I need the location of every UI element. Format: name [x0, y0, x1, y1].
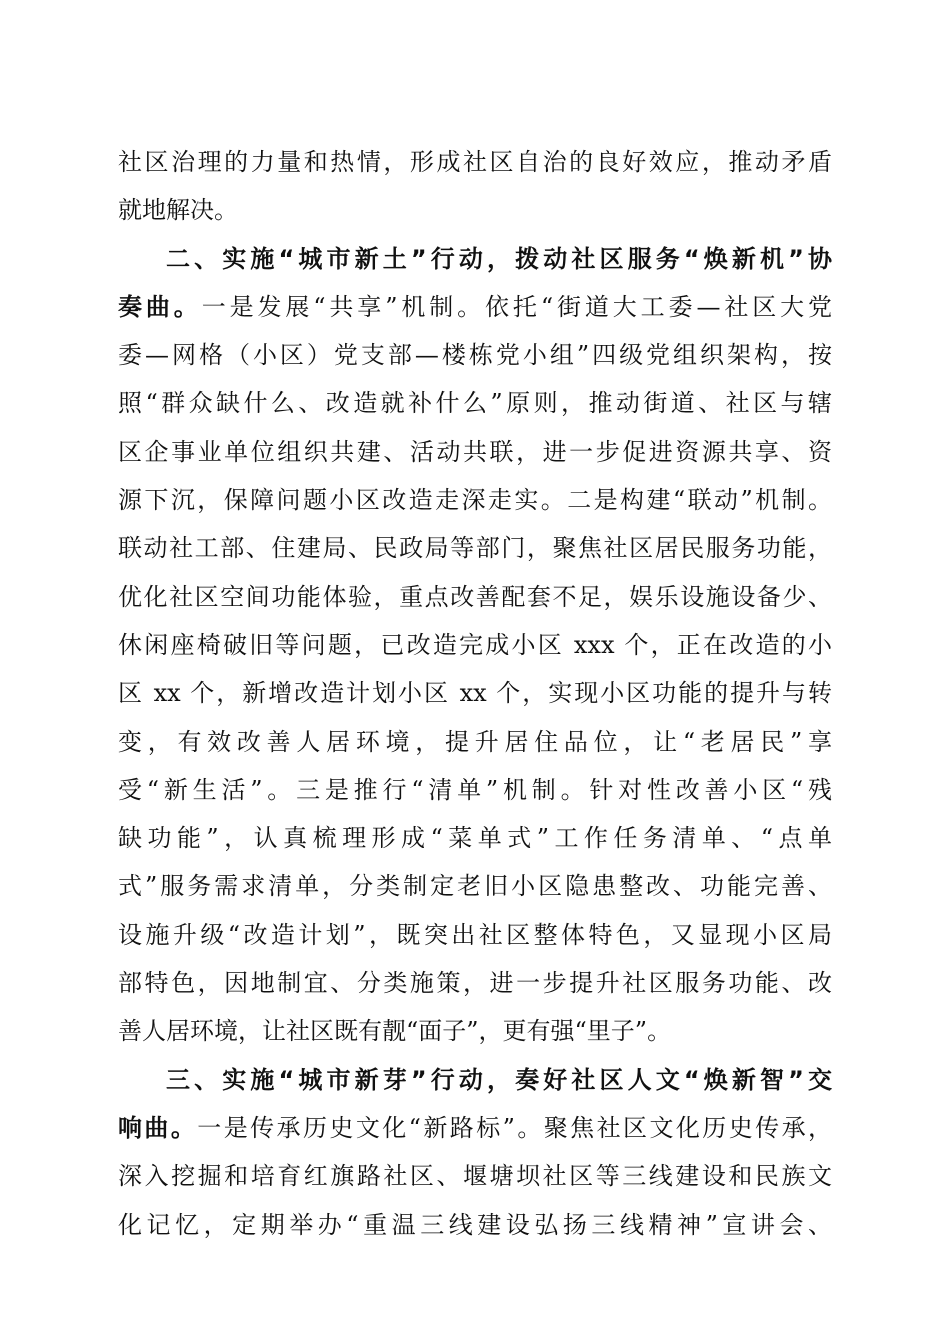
- paragraph-2-line-last: 善人居环境，让社区既有靓“面子”，更有强“里子”。: [118, 1017, 672, 1046]
- section-2-heading: 二、实施“城市新土”行动，拨动社区服务“焕新机”协: [166, 244, 832, 273]
- document-body: [118, 138, 832, 1249]
- paragraph-2-line-2: [118, 283, 832, 331]
- paragraph-2-line: 优化社区空间功能体验，重点改善配套不足，娱乐设施设备少、: [118, 582, 832, 611]
- paragraph-3-line-2-text: 一是传承历史文化“新路标”。聚焦社区文化历史传承，: [197, 1113, 832, 1142]
- paragraph-2-line: 休闲座椅破旧等问题，已改造完成小区 xxx 个，正在改造的小: [118, 630, 832, 659]
- paragraph-2-line: 源下沉，保障问题小区改造走深走实。二是构建“联动”机制。: [118, 486, 832, 515]
- paragraph-1-line-1: 社区治理的力量和热情，形成社区自治的良好效应，推动矛盾: [118, 148, 832, 176]
- paragraph-3-line: 深入挖掘和培育红旗路社区、堰塘坝社区等三线建设和民族文: [118, 1162, 832, 1191]
- paragraph-2-line: 联动社工部、住建局、民政局等部门，聚焦社区居民服务功能，: [118, 534, 832, 563]
- paragraph-3-line: 化记忆，定期举办“重温三线建设弘扬三线精神”宣讲会、: [118, 1210, 832, 1239]
- paragraph-2-line: 委—网格（小区）党支部—楼栋党小组”四级党组织架构，按: [118, 341, 832, 370]
- paragraph-2-line: 部特色，因地制宜、分类施策，进一步提升社区服务功能、改: [118, 969, 832, 998]
- paragraph-2-line: 受“新生活”。三是推行“清单”机制。针对性改善小区“残: [118, 775, 832, 804]
- section-3-heading-end: 响曲。: [118, 1113, 198, 1142]
- paragraph-2-line: 式”服务需求清单，分类制定老旧小区隐患整改、功能完善、: [118, 872, 832, 901]
- paragraph-2-line: 设施升级“改造计划”，既突出社区整体特色，又显现小区局: [118, 920, 832, 949]
- paragraph-2-line: 区 xx 个，新增改造计划小区 xx 个，实现小区功能的提升与转: [118, 679, 832, 708]
- paragraph-3-line-2: [118, 1104, 832, 1152]
- paragraph-2-line: 照“群众缺什么、改造就补什么”原则，推动街道、社区与辖: [118, 389, 832, 418]
- section-3-heading: 三、实施“城市新芽”行动，奏好社区人文“焕新智”交: [166, 1065, 832, 1094]
- paragraph-1-line-2: 就地解决。: [118, 196, 238, 225]
- paragraph-2-line: 变，有效改善人居环境，提升居住品位，让“老居民”享: [118, 727, 832, 756]
- paragraph-2-line: 缺功能”，认真梳理形成“菜单式”工作任务清单、“点单: [118, 824, 832, 853]
- paragraph-2-line-2-text: 一是发展“共享”机制。依托“街道大工委—社区大党: [201, 292, 832, 321]
- paragraph-2-line: 区企事业单位组织共建、活动共联，进一步促进资源共享、资: [118, 437, 832, 466]
- section-2-heading-end: 奏曲。: [118, 292, 202, 321]
